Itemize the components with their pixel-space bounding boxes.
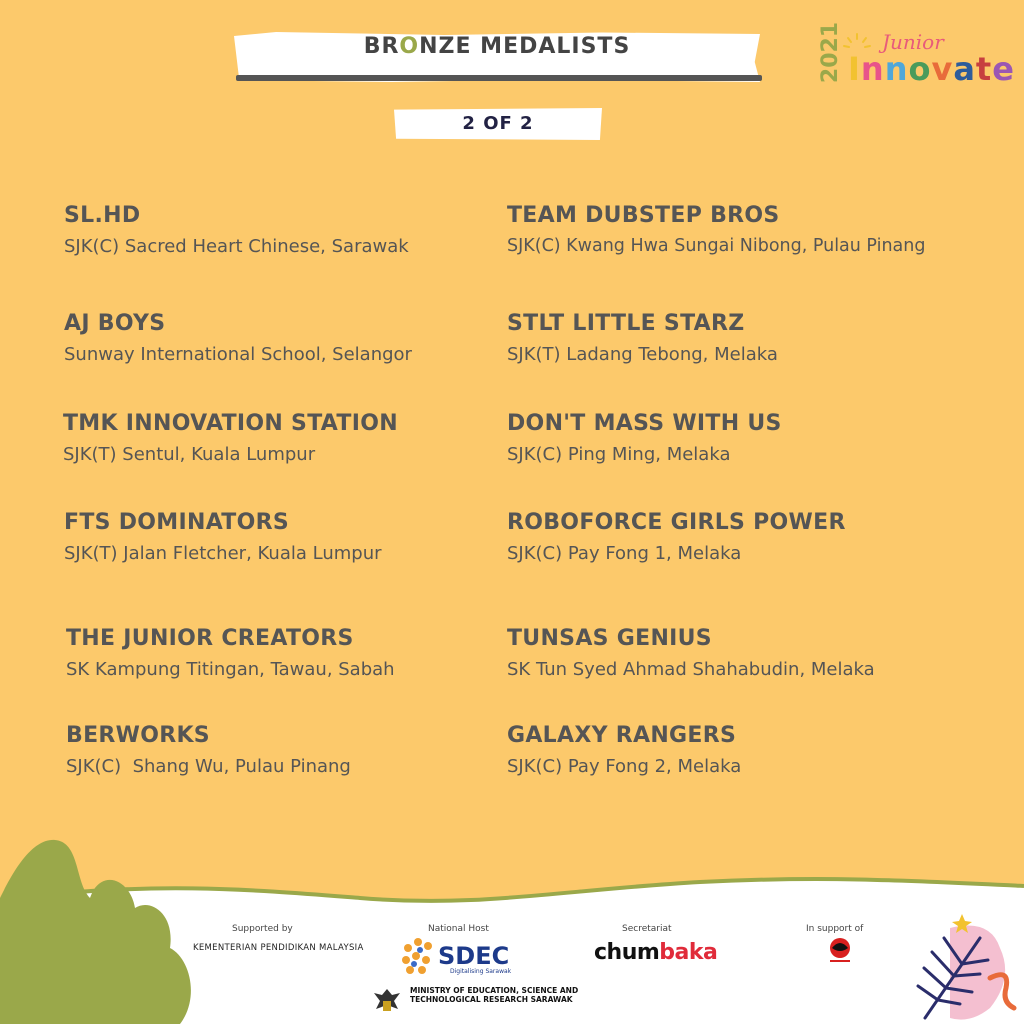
team-name: ROBOFORCE GIRLS POWER — [507, 510, 846, 535]
logo-letter: n — [884, 50, 909, 88]
ministry-text — [410, 986, 578, 1004]
school-name: SJK(T) Sentul, Kuala Lumpur — [63, 444, 316, 465]
medalist-entry — [507, 510, 846, 564]
school-name: SJK(C) Pay Fong 2, Melaka — [507, 756, 742, 777]
page-indicator: 2 OF 2 — [462, 113, 534, 134]
school-name: SJK(C) Sacred Heart Chinese, Sarawak — [64, 236, 409, 257]
team-name: THE JUNIOR CREATORS — [66, 626, 354, 651]
chumbaka-logo — [594, 940, 717, 965]
school-name: SJK(C) Pay Fong 1, Melaka — [507, 543, 742, 564]
title-underline — [236, 75, 762, 81]
team-name: STLT LITTLE STARZ — [507, 311, 745, 336]
in-support-of-label: In support of — [806, 924, 864, 934]
school-name: Sunway International School, Selangor — [64, 344, 412, 365]
logo-letter: a — [953, 50, 976, 88]
medalist-entry — [66, 626, 395, 680]
sarawak-crest-icon — [372, 985, 402, 1015]
support-logo-icon — [822, 934, 858, 964]
ministry-line: TECHNOLOGICAL RESEARCH SARAWAK — [410, 995, 573, 1004]
team-name: TEAM DUBSTEP BROS — [507, 203, 780, 228]
logo-letter: t — [975, 50, 993, 88]
logo-innovate — [848, 50, 1015, 88]
logo-letter: n — [860, 50, 885, 88]
logo-letter: o — [908, 50, 932, 88]
team-name: TMK INNOVATION STATION — [63, 411, 398, 436]
logo-letter: I — [848, 50, 861, 88]
school-name: SJK(T) Ladang Tebong, Melaka — [507, 344, 778, 365]
school-name: SK Tun Syed Ahmad Shahabudin, Melaka — [507, 659, 875, 680]
team-name: SL.HD — [64, 203, 141, 228]
chumbaka-part: chum — [594, 940, 660, 965]
medalist-entry — [64, 203, 409, 257]
title-part: O — [399, 34, 420, 59]
logo-year: 2021 — [818, 21, 844, 84]
ministry-line: MINISTRY OF EDUCATION, SCIENCE AND — [410, 986, 579, 995]
title-part: BR — [363, 34, 400, 59]
medalist-entry — [507, 203, 925, 256]
team-name: DON'T MASS WITH US — [507, 411, 782, 436]
logo-letter: v — [931, 50, 954, 88]
kpm-logo-text: KEMENTERIAN PENDIDIKAN MALAYSIA — [193, 943, 364, 953]
team-name: BERWORKS — [66, 723, 210, 748]
medalist-entry — [64, 510, 382, 564]
chumbaka-part: baka — [659, 940, 718, 965]
medalist-entry — [507, 626, 875, 680]
logo-junior: Junior — [882, 30, 944, 54]
supported-by-label: Supported by — [232, 924, 293, 934]
secretariat-label: Secretariat — [622, 924, 672, 934]
sdec-subtitle: Digitalising Sarawak — [450, 968, 512, 975]
national-host-label: National Host — [428, 924, 489, 934]
school-name: SJK(C) Shang Wu, Pulau Pinang — [66, 756, 351, 777]
team-name: FTS DOMINATORS — [64, 510, 290, 535]
school-name: SJK(C) Kwang Hwa Sungai Nibong, Pulau Pinang — [507, 236, 926, 256]
leaf-decoration — [0, 838, 200, 1024]
medalist-entry — [507, 411, 782, 465]
team-name: GALAXY RANGERS — [507, 723, 737, 748]
team-name: TUNSAS GENIUS — [507, 626, 712, 651]
medalist-entry — [66, 723, 351, 777]
logo-letter: e — [992, 50, 1015, 88]
medalist-entry — [64, 311, 412, 365]
title-part: NZE MEDALISTS — [419, 34, 631, 59]
school-name: SK Kampung Titingan, Tawau, Sabah — [66, 659, 395, 680]
corner-decoration — [910, 908, 1024, 1024]
sdec-logo: SDEC — [438, 942, 510, 970]
team-name: AJ BOYS — [64, 311, 166, 336]
medalist-entry — [507, 311, 778, 365]
medalist-entry — [63, 411, 398, 465]
page-title — [234, 34, 760, 59]
school-name: SJK(C) Ping Ming, Melaka — [507, 444, 731, 465]
school-name: SJK(T) Jalan Fletcher, Kuala Lumpur — [64, 543, 382, 564]
medalist-entry — [507, 723, 741, 777]
